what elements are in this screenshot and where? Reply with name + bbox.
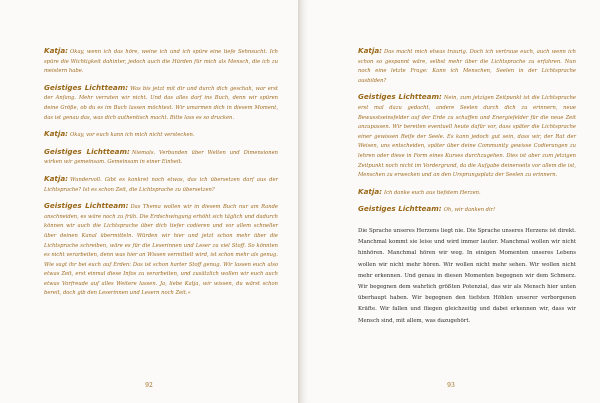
- dialogue-text: Okay, vor euch kann ich mich nicht verstecken.: [70, 132, 195, 139]
- speaker-label: Geistiges Lichtteam:: [358, 204, 442, 214]
- dialogue-text: Wundervoll. Gibt es konkret noch etwas, das ich übersetzen darf aus der Lichtsprache? Ist es schon Zeit, die Lichtsprache zu übersetzen?: [44, 176, 278, 193]
- dialogue-paragraph: [358, 92, 576, 180]
- dialogue-paragraph: [44, 83, 278, 123]
- page-number: 92: [145, 382, 153, 389]
- speaker-label: Geistiges Lichtteam:: [358, 92, 442, 102]
- dialogue-text: Das macht mich etwas traurig. Doch ich vertraue euch, auch wenn ich schon so gespannt wäre, selbst mehr über die Lichtsprache zu erfahren. Nun noch eine letzte Frage: Kann ich Menschen, Seelen in der Lichtsprache ausbilden?: [358, 49, 576, 84]
- speaker-label: Katja:: [44, 173, 69, 183]
- speaker-label: Geistiges Lichtteam:: [44, 146, 130, 156]
- speaker-label: Geistiges Lichtteam:: [44, 82, 129, 92]
- dialogue-paragraph: [44, 174, 278, 195]
- page-number: 93: [447, 382, 455, 389]
- dialogue-text: Nein, zum jetzigen Zeitpunkt ist die Lichtsprache erst mal dazu gedacht, andere Seelen durch dich zu erinnern, neue Bewusstseinsfelder auf der Erde zu schaffen und Energiefelder für die neue Zeit anzupassen. Wir bereiten eventuell heute dafür vor, dass später die Lichtsprache einer gewissen Reife der Seele. Es kann jedoch gut sein, dass wir, der Rat der Weisen, uns entscheiden, später über deine Community gewisse Codierungen zu lehren oder diese in Form eines Kurses durchzugehen. Dies ist aber zum jetzigen Zeitpunkt noch nicht im Vordergrund, da die Aufgabe deinerseits vor allem die ist, Menschen zu erwecken und an den Ursprungsplatz der Seelen zu erinnern.: [358, 95, 576, 179]
- dialogue-text: Okay, wenn ich das höre, weine ich und ich spüre eine tiefe Sehnsucht. Ich spüre die Wichtigkeit dahinter, jedoch auch die Hürden für mich als Mensch, die ich zu meistern habe.: [44, 49, 278, 75]
- left-page: [0, 0, 298, 403]
- dialogue-text: Das Thema wollen wir in diesem Buch nur am Rande anschneiden, es wäre noch zu früh. Die Erdschwingung erhöht sich täglich und dadurch können wir auch die Lichtsprache über dich tiefer codieren und vor allem schneller über deinen Kanal übermitteln. Würden wir hier und jetzt schon mehr über die Lichtsprache schreiben, wäre es für die Leserinnen und Leser zu viel Stoff. So könnten es nicht verarbeiten, denn was hier an Wissen vermittelt wird, ist schon mehr als genug. Wie sagt ihr bei euch auf Erden: Das ist schon harter Stoff genug. Wir lassen euch also etwas Zeit, erst einmal diese Infos zu verarbeiten, und zusätzlich wollen wir euch auch etwas Vorfreude auf alles Weitere lassen. Ja, liebe Katja, wir wissen, du wärst schon bereit, doch gib den Leserinnen und Lesern noch Zeit.«: [44, 204, 278, 297]
- dialogue-paragraph: [44, 201, 278, 299]
- speaker-label: Katja:: [44, 46, 69, 55]
- speaker-label: Katja:: [358, 186, 383, 196]
- dialogue-text: Was bis jetzt mit dir und durch dich geschah, war erst der Anfang. Mehr verraten wir nicht. Und das alles darf ins Buch, denn wir spüren deine Größe, ob du es im Buch lassen möchtest. Wir umarmen dich in diesem Moment, das ist genau das, was dich authentisch macht. Bitte lass es so drucken.: [44, 85, 278, 121]
- speaker-label: Katja:: [44, 129, 69, 139]
- dialogue-paragraph: [44, 129, 278, 141]
- speaker-label: Geistiges Lichtteam:: [44, 201, 129, 211]
- right-page: [302, 0, 600, 403]
- dialogue-text: Ich danke euch aus tiefstem Herzen.: [384, 189, 481, 196]
- body-paragraph: Die Sprache unseres Herzens liegt nie. Die Sprache unseres Herzens ist direkt. Manchmal kommt sie leise und wird immer lauter. Manchmal wollen wir nicht hinhören. Manchmal hören wir weg. In einigen Momenten unseres Lebens wollen wir nicht mehr hören. Wir wollen nicht mehr sehen. Wir wollen nicht mehr erkennen. Und genau in diesen Momenten begegnen wir dem Schmerz. Wir begegnen dem wahrlich größten Potenzial, das wir als Mensch hier unten überhaupt haben. Wir begegnen den tiefsten Höhlen unserer verborgenen Kräfte. Wir fallen und fliegen gleichzeitig und dabei erkennen wir, dass wir Mensch sind, mit allem, was dazugehört.: [358, 227, 576, 324]
- dialogue-paragraph: [44, 147, 278, 168]
- dialogue-text: Niemals. Verbunden über Welten und Dimensionen wirken wir gemeinsam. Gemeinsam in einer Einheit.: [44, 149, 278, 166]
- speaker-label: Katja:: [358, 46, 383, 55]
- dialogue-paragraph: [44, 46, 278, 77]
- dialogue-paragraph: [358, 204, 576, 216]
- dialogue-text: Oh, wir danken dir!: [443, 207, 496, 214]
- dialogue-paragraph: [358, 187, 576, 199]
- dialogue-paragraph: [358, 46, 576, 86]
